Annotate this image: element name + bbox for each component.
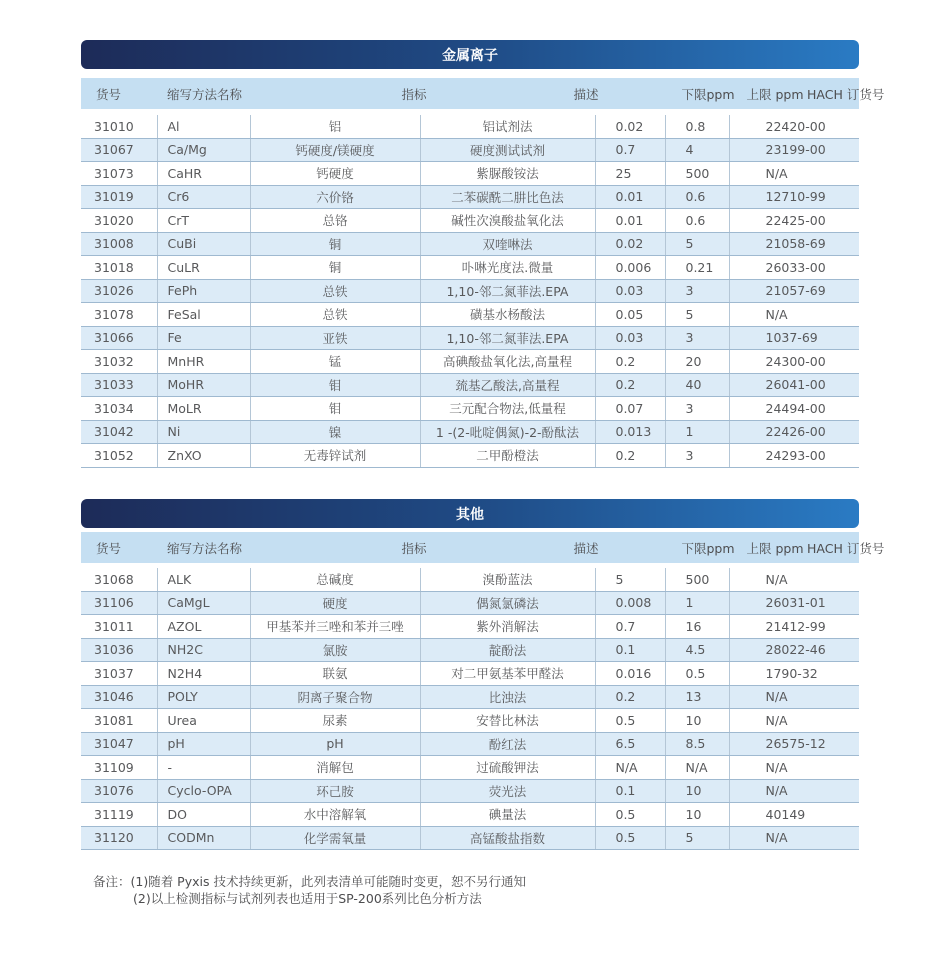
table-header (81, 532, 885, 563)
col-header-item-no: 货号 (96, 86, 122, 102)
upper-limit-cell: 5 (665, 826, 729, 850)
description-cell: 紫外消解法 (420, 615, 595, 639)
method-cell: ALK (157, 568, 250, 591)
other-section (81, 499, 885, 850)
table-row (81, 803, 859, 827)
upper-limit-cell: 0.5 (665, 662, 729, 686)
method-cell: POLY (157, 685, 250, 709)
lower-limit-cell: 0.02 (595, 115, 665, 138)
indicator-cell: 钙硬度/镁硬度 (250, 138, 420, 162)
lower-limit-cell: 0.03 (595, 279, 665, 303)
description-cell: 二甲酚橙法 (420, 444, 595, 468)
description-cell: 二苯碳酰二肼比色法 (420, 185, 595, 209)
method-cell: CaHR (157, 162, 250, 186)
hach-no-cell: N/A (729, 779, 859, 803)
description-cell: 碘量法 (420, 803, 595, 827)
hach-no-cell: 21057-69 (729, 279, 859, 303)
item-no-cell: 31018 (81, 256, 157, 280)
item-no-cell: 31047 (81, 732, 157, 756)
method-cell: CODMn (157, 826, 250, 850)
lower-limit-cell: 0.03 (595, 326, 665, 350)
lower-limit-cell: 0.2 (595, 373, 665, 397)
table-row (81, 232, 859, 256)
col-header-upper: 上限 ppm (746, 86, 804, 102)
indicator-cell: 无毒锌试剂 (250, 444, 420, 468)
table-row (81, 568, 859, 591)
lower-limit-cell: 0.02 (595, 232, 665, 256)
description-cell: 卟啉光度法.微量 (420, 256, 595, 280)
lower-limit-cell: 0.2 (595, 444, 665, 468)
indicator-cell: 钼 (250, 373, 420, 397)
hach-no-cell: 26575-12 (729, 732, 859, 756)
description-cell: 对二甲氨基苯甲醛法 (420, 662, 595, 686)
hach-no-cell: 1037-69 (729, 326, 859, 350)
col-header-item-no: 货号 (96, 540, 122, 556)
table-row (81, 591, 859, 615)
description-cell: 高锰酸盐指数 (420, 826, 595, 850)
method-cell: MoHR (157, 373, 250, 397)
description-cell: 溴酚蓝法 (420, 568, 595, 591)
item-no-cell: 31073 (81, 162, 157, 186)
indicator-cell: 总铬 (250, 209, 420, 233)
footnotes (93, 873, 526, 907)
method-cell: N2H4 (157, 662, 250, 686)
table-row (81, 444, 859, 468)
footnote-1: 备注：(1)随着 Pyxis 技术持续更新，此列表清单可能随时变更，恕不另行通知 (93, 874, 526, 889)
lower-limit-cell: 0.013 (595, 420, 665, 444)
upper-limit-cell: 500 (665, 162, 729, 186)
indicator-cell: 总碱度 (250, 568, 420, 591)
table-row (81, 662, 859, 686)
item-no-cell: 31042 (81, 420, 157, 444)
section-title: 金属离子 (442, 47, 498, 64)
indicator-cell: 锰 (250, 350, 420, 374)
description-cell: 偶氮氯磷法 (420, 591, 595, 615)
item-no-cell: 31033 (81, 373, 157, 397)
item-no-cell: 31036 (81, 638, 157, 662)
table-row (81, 138, 859, 162)
description-cell: 安替比林法 (420, 709, 595, 733)
description-cell: 紫脲酸铵法 (420, 162, 595, 186)
upper-limit-cell: 1 (665, 591, 729, 615)
method-cell: DO (157, 803, 250, 827)
upper-limit-cell: 10 (665, 803, 729, 827)
hach-no-cell: 26031-01 (729, 591, 859, 615)
table-row (81, 779, 859, 803)
description-cell: 过硫酸钾法 (420, 756, 595, 780)
hach-no-cell: N/A (729, 709, 859, 733)
col-header-indicator: 指标 (401, 540, 427, 556)
lower-limit-cell: 0.7 (595, 138, 665, 162)
lower-limit-cell: 0.07 (595, 397, 665, 421)
upper-limit-cell: 0.8 (665, 115, 729, 138)
upper-limit-cell: 8.5 (665, 732, 729, 756)
upper-limit-cell: 0.6 (665, 185, 729, 209)
item-no-cell: 31020 (81, 209, 157, 233)
hach-no-cell: N/A (729, 162, 859, 186)
item-no-cell: 31026 (81, 279, 157, 303)
indicator-cell: pH (250, 732, 420, 756)
table-row (81, 209, 859, 233)
description-cell: 1,10-邻二氮菲法.EPA (420, 279, 595, 303)
table-header (81, 78, 885, 109)
table-row (81, 638, 859, 662)
upper-limit-cell: 0.6 (665, 209, 729, 233)
table-row (81, 279, 859, 303)
method-cell: FePh (157, 279, 250, 303)
section-title-banner (81, 499, 859, 528)
upper-limit-cell: 1 (665, 420, 729, 444)
lower-limit-cell: 0.006 (595, 256, 665, 280)
upper-limit-cell: 13 (665, 685, 729, 709)
col-header-hach: HACH 订货号 (807, 86, 885, 102)
indicator-cell: 亚铁 (250, 326, 420, 350)
description-cell: 磺基水杨酸法 (420, 303, 595, 327)
item-no-cell: 31037 (81, 662, 157, 686)
lower-limit-cell: 0.01 (595, 209, 665, 233)
hach-no-cell: 24293-00 (729, 444, 859, 468)
table-row (81, 685, 859, 709)
item-no-cell: 31119 (81, 803, 157, 827)
method-cell: NH2C (157, 638, 250, 662)
hach-no-cell: N/A (729, 826, 859, 850)
method-cell: MnHR (157, 350, 250, 374)
method-cell: Fe (157, 326, 250, 350)
indicator-cell: 钼 (250, 397, 420, 421)
table-row (81, 373, 859, 397)
indicator-cell: 铜 (250, 256, 420, 280)
method-cell: FeSal (157, 303, 250, 327)
description-cell: 酚红法 (420, 732, 595, 756)
lower-limit-cell: 0.1 (595, 779, 665, 803)
item-no-cell: 31008 (81, 232, 157, 256)
item-no-cell: 31106 (81, 591, 157, 615)
indicator-cell: 总铁 (250, 303, 420, 327)
upper-limit-cell: 3 (665, 279, 729, 303)
method-cell: pH (157, 732, 250, 756)
col-header-lower: 下限ppm (681, 86, 735, 102)
col-header-upper: 上限 ppm (746, 540, 804, 556)
item-no-cell: 31109 (81, 756, 157, 780)
hach-no-cell: 23199-00 (729, 138, 859, 162)
table-row (81, 256, 859, 280)
upper-limit-cell: N/A (665, 756, 729, 780)
hach-no-cell: 26041-00 (729, 373, 859, 397)
table-row (81, 732, 859, 756)
lower-limit-cell: 0.008 (595, 591, 665, 615)
item-no-cell: 31011 (81, 615, 157, 639)
lower-limit-cell: 0.2 (595, 685, 665, 709)
indicator-cell: 总铁 (250, 279, 420, 303)
item-no-cell: 31067 (81, 138, 157, 162)
table-row (81, 420, 859, 444)
indicator-cell: 阴离子聚合物 (250, 685, 420, 709)
item-no-cell: 31076 (81, 779, 157, 803)
method-cell: CuBi (157, 232, 250, 256)
upper-limit-cell: 3 (665, 444, 729, 468)
item-no-cell: 31010 (81, 115, 157, 138)
item-no-cell: 31019 (81, 185, 157, 209)
col-header-indicator: 指标 (401, 86, 427, 102)
method-cell: AZOL (157, 615, 250, 639)
upper-limit-cell: 10 (665, 709, 729, 733)
indicator-cell: 尿素 (250, 709, 420, 733)
description-cell: 巯基乙酸法,高量程 (420, 373, 595, 397)
description-cell: 高碘酸盐氧化法,高量程 (420, 350, 595, 374)
description-cell: 比浊法 (420, 685, 595, 709)
upper-limit-cell: 500 (665, 568, 729, 591)
method-cell: Al (157, 115, 250, 138)
col-header-method: 缩写方法名称 (167, 86, 243, 102)
hach-no-cell: N/A (729, 685, 859, 709)
lower-limit-cell: 0.7 (595, 615, 665, 639)
lower-limit-cell: 0.2 (595, 350, 665, 374)
method-cell: ZnXO (157, 444, 250, 468)
indicator-cell: 环己胺 (250, 779, 420, 803)
method-cell: - (157, 756, 250, 780)
method-cell: MoLR (157, 397, 250, 421)
item-no-cell: 31081 (81, 709, 157, 733)
description-cell: 铝试剂法 (420, 115, 595, 138)
indicator-cell: 氯胺 (250, 638, 420, 662)
hach-no-cell: N/A (729, 756, 859, 780)
method-cell: Ca/Mg (157, 138, 250, 162)
section-title-banner (81, 40, 859, 69)
hach-no-cell: 12710-99 (729, 185, 859, 209)
lower-limit-cell: 0.016 (595, 662, 665, 686)
indicator-cell: 水中溶解氧 (250, 803, 420, 827)
other-table (81, 568, 859, 850)
indicator-cell: 硬度 (250, 591, 420, 615)
item-no-cell: 31068 (81, 568, 157, 591)
item-no-cell: 31034 (81, 397, 157, 421)
description-cell: 碱性次溴酸盐氧化法 (420, 209, 595, 233)
upper-limit-cell: 4 (665, 138, 729, 162)
table-row (81, 756, 859, 780)
lower-limit-cell: 0.05 (595, 303, 665, 327)
upper-limit-cell: 3 (665, 326, 729, 350)
upper-limit-cell: 5 (665, 232, 729, 256)
hach-no-cell: 22425-00 (729, 209, 859, 233)
method-cell: Ni (157, 420, 250, 444)
table-row (81, 615, 859, 639)
table-row (81, 326, 859, 350)
table-row (81, 397, 859, 421)
lower-limit-cell: 0.5 (595, 826, 665, 850)
description-cell: 硬度测试试剂 (420, 138, 595, 162)
item-no-cell: 31032 (81, 350, 157, 374)
indicator-cell: 铝 (250, 115, 420, 138)
description-cell: 1,10-邻二氮菲法.EPA (420, 326, 595, 350)
method-cell: Urea (157, 709, 250, 733)
description-cell: 荧光法 (420, 779, 595, 803)
hach-no-cell: 24300-00 (729, 350, 859, 374)
hach-no-cell: 22426-00 (729, 420, 859, 444)
col-header-method: 缩写方法名称 (167, 540, 243, 556)
indicator-cell: 六价铬 (250, 185, 420, 209)
hach-no-cell: N/A (729, 303, 859, 327)
col-header-hach: HACH 订货号 (807, 540, 885, 556)
description-cell: 三元配合物法,低量程 (420, 397, 595, 421)
upper-limit-cell: 5 (665, 303, 729, 327)
indicator-cell: 联氨 (250, 662, 420, 686)
table-row (81, 709, 859, 733)
item-no-cell: 31052 (81, 444, 157, 468)
hach-no-cell: 26033-00 (729, 256, 859, 280)
item-no-cell: 31078 (81, 303, 157, 327)
description-cell: 1 -(2-吡啶偶氮)-2-酚酞法 (420, 420, 595, 444)
upper-limit-cell: 4.5 (665, 638, 729, 662)
method-cell: Cyclo-OPA (157, 779, 250, 803)
lower-limit-cell: N/A (595, 756, 665, 780)
table-row (81, 303, 859, 327)
upper-limit-cell: 20 (665, 350, 729, 374)
table-row (81, 162, 859, 186)
table-row (81, 350, 859, 374)
hach-no-cell: 28022-46 (729, 638, 859, 662)
hach-no-cell: 24494-00 (729, 397, 859, 421)
lower-limit-cell: 5 (595, 568, 665, 591)
col-header-lower: 下限ppm (681, 540, 735, 556)
lower-limit-cell: 0.1 (595, 638, 665, 662)
indicator-cell: 钙硬度 (250, 162, 420, 186)
table-row (81, 115, 859, 138)
description-cell: 靛酚法 (420, 638, 595, 662)
hach-no-cell: 1790-32 (729, 662, 859, 686)
table-row (81, 826, 859, 850)
item-no-cell: 31120 (81, 826, 157, 850)
upper-limit-cell: 40 (665, 373, 729, 397)
upper-limit-cell: 0.21 (665, 256, 729, 280)
section-title: 其他 (456, 506, 484, 523)
method-cell: CrT (157, 209, 250, 233)
method-cell: CaMgL (157, 591, 250, 615)
upper-limit-cell: 3 (665, 397, 729, 421)
hach-no-cell: N/A (729, 568, 859, 591)
lower-limit-cell: 0.5 (595, 803, 665, 827)
method-cell: Cr6 (157, 185, 250, 209)
upper-limit-cell: 10 (665, 779, 729, 803)
indicator-cell: 甲基苯并三唑和苯并三唑 (250, 615, 420, 639)
item-no-cell: 31066 (81, 326, 157, 350)
item-no-cell: 31046 (81, 685, 157, 709)
hach-no-cell: 22420-00 (729, 115, 859, 138)
lower-limit-cell: 0.01 (595, 185, 665, 209)
metal-ions-table (81, 115, 859, 468)
col-header-description: 描述 (573, 86, 599, 102)
lower-limit-cell: 6.5 (595, 732, 665, 756)
description-cell: 双喹啉法 (420, 232, 595, 256)
footnote-2: (2)以上检测指标与试剂列表也适用于SP-200系列比色分析方法 (133, 891, 482, 906)
method-cell: CuLR (157, 256, 250, 280)
hach-no-cell: 21058-69 (729, 232, 859, 256)
metal-ions-section (81, 40, 885, 468)
table-row (81, 185, 859, 209)
hach-no-cell: 40149 (729, 803, 859, 827)
indicator-cell: 化学需氧量 (250, 826, 420, 850)
lower-limit-cell: 0.5 (595, 709, 665, 733)
indicator-cell: 铜 (250, 232, 420, 256)
upper-limit-cell: 16 (665, 615, 729, 639)
col-header-description: 描述 (573, 540, 599, 556)
indicator-cell: 消解包 (250, 756, 420, 780)
lower-limit-cell: 25 (595, 162, 665, 186)
hach-no-cell: 21412-99 (729, 615, 859, 639)
indicator-cell: 镍 (250, 420, 420, 444)
